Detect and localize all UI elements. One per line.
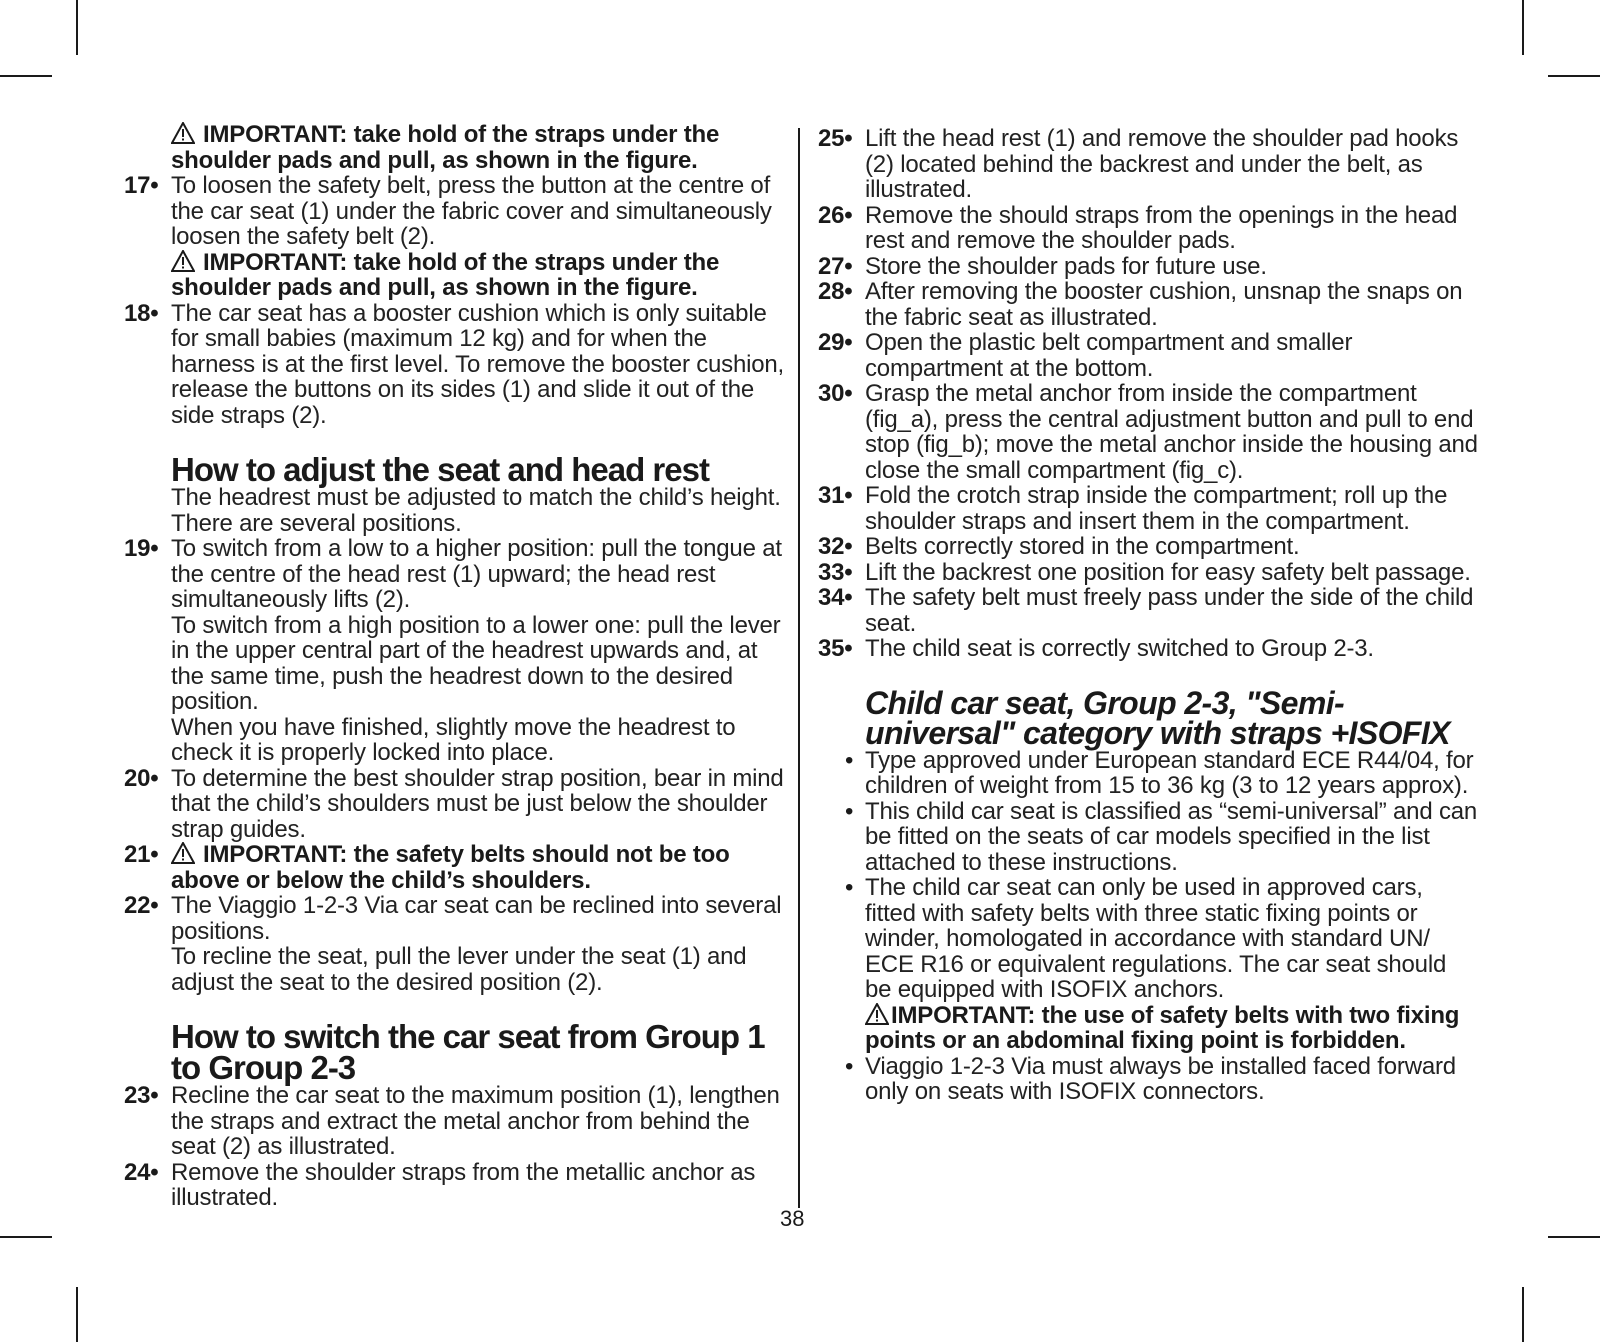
item-text: Fold the crotch strap inside the compartment; roll up the shoulder straps and insert them in the compartment. [865,482,1448,535]
item-number: 31• [818,482,853,509]
item-number: 20• [124,764,159,792]
item-text: The Viaggio 1-2-3 Via car seat can be reclined into several positions. [171,892,782,945]
crop-mark [1548,1236,1600,1238]
item-number: 24• [124,1158,159,1186]
item-number: 35• [818,635,853,662]
item-text: To determine the best shoulder strap position, bear in mind that the child’s shoulders must be just below the shoulder strap guides. [171,764,784,843]
item-number: 23• [124,1082,159,1109]
crop-mark [76,1287,78,1342]
important-note [124,250,784,301]
list-item [124,173,784,250]
list-item [124,1083,784,1160]
item-number: 19• [124,535,159,562]
item-text: Remove the shoulder straps from the metallic anchor as illustrated. [171,1158,756,1211]
item-number: 27• [818,252,853,280]
item-number: 17• [124,172,159,199]
important-text: IMPORTANT: take hold of the straps under the shoulder pads and pull, as shown in the figure. [171,248,720,301]
column-divider [798,128,800,1208]
list-item [818,636,1478,662]
item-text: The car seat has a booster cushion which is only suitable for small babies (maximum 12 kg) and for when the harness is at the first level. To remove the booster cushion, release the buttons on its sides (1) and slide it out of the side straps (2). [171,299,785,429]
section-heading: How to switch the car seat from Group 1 to Group 2-3 [171,1018,765,1086]
bullet-item [818,799,1478,876]
important-note [818,1003,1478,1054]
bullet-dot: • [845,1052,854,1080]
item-number: 34• [818,584,853,611]
list-item [818,330,1478,381]
right-column [818,126,1478,1105]
list-item [124,301,784,429]
item-number: 26• [818,201,853,229]
list-item [818,483,1478,534]
list-item [818,585,1478,636]
item-text: The child seat is correctly switched to Group 2-3. [865,635,1374,662]
bullet-dot: • [845,746,854,774]
important-text: IMPORTANT: the use of safety belts with two fixing points or an abdominal fixing point is forbidden. [865,1001,1460,1054]
section-heading: How to adjust the seat and head rest [171,451,709,488]
list-item [124,1160,784,1211]
item-number: 28• [818,278,853,305]
bullet-item [818,1054,1478,1105]
item-text: To loosen the safety belt, press the button at the centre of the car seat (1) under the fabric cover and simultaneously loosen the safety belt (2). [171,172,772,250]
item-text: Recline the car seat to the maximum position (1), lengthen the straps and extract the metal anchor from behind the seat (2) as illustrated. [171,1082,780,1160]
warning-triangle-icon [865,1003,889,1025]
crop-mark [1522,0,1524,55]
list-item [818,126,1478,203]
item-text: Belts correctly stored in the compartment. [865,533,1300,560]
left-column [124,122,784,1211]
item-text: Store the shoulder pads for future use. [865,252,1267,280]
item-text: The safety belt must freely pass under the side of the child seat. [865,584,1474,637]
crop-mark [0,1236,52,1238]
list-item [124,536,784,766]
bullet-dot: • [845,874,854,901]
item-text: After removing the booster cushion, unsnap the snaps on the fabric seat as illustrated. [865,278,1463,331]
item-number: 21• [124,841,159,868]
item-text: Open the plastic belt compartment and smaller compartment at the bottom. [865,329,1353,382]
item-number: 29• [818,329,853,356]
section-intro: The headrest must be adjusted to match the child’s height. There are several positions. [171,484,781,537]
item-text: When you have finished, slightly move the headrest to check it is properly locked into place. [171,713,736,766]
bullet-text: Type approved under European standard ECE R44/04, for children of weight from 15 to 36 kg (3 to 12 years approx). [865,746,1474,799]
bullet-item [818,748,1478,799]
item-text: Grasp the metal anchor from inside the compartment (fig_a), press the central adjustment button and pull to end stop (fig_b); move the metal anchor inside the housing and close the small compartment (fig_c). [865,380,1478,484]
item-number: 25• [818,125,853,152]
crop-mark [1548,75,1600,77]
item-number: 18• [124,299,159,327]
important-text: IMPORTANT: take hold of the straps under the shoulder pads and pull, as shown in the figure. [171,121,720,174]
warning-triangle-icon [171,250,195,272]
list-item [124,842,784,893]
crop-mark [76,0,78,55]
important-text: IMPORTANT: the safety belts should not be too above or below the child’s shoulders. [171,841,730,894]
bullet-text: The child car seat can only be used in approved cars, fitted with safety belts with three static fixing points or winder, homologated in accordance with standard UN/ ECE R16 or equivalent regulations. The car seat should be equipped with ISOFIX anchors. [865,874,1447,1003]
crop-mark [0,75,52,77]
bullet-text: This child car seat is classified as “semi-universal” and can be fitted on the seats of car models specified in the list attached to these instructions. [865,797,1478,876]
list-item [124,766,784,843]
crop-mark [1522,1287,1524,1342]
item-text: Lift the head rest (1) and remove the shoulder pad hooks (2) located behind the backrest and under the belt, as illustrated. [865,125,1459,203]
item-text: Remove the should straps from the openings in the head rest and remove the shoulder pads. [865,201,1458,254]
warning-triangle-icon [171,122,195,144]
list-item [124,893,784,995]
important-note [124,122,784,173]
page-number: 38 [780,1206,805,1231]
item-number: 33• [818,558,853,586]
list-item [818,203,1478,254]
item-number: 32• [818,533,853,560]
item-text: To recline the seat, pull the lever under the seat (1) and adjust the seat to the desired position (2). [171,943,747,996]
warning-triangle-icon [171,842,195,864]
important-note [171,842,784,893]
bullet-dot: • [845,797,854,825]
bullet-item [818,875,1478,1003]
item-text: Lift the backrest one position for easy safety belt passage. [865,558,1471,586]
item-number: 22• [124,892,159,919]
list-item [818,534,1478,560]
section-heading: Child car seat, Group 2-3, "Semi-universal" category with straps +ISOFIX [865,684,1450,751]
bullet-text: Viaggio 1-2-3 Via must always be installed faced forward only on seats with ISOFIX connectors. [865,1052,1456,1105]
item-number: 30• [818,380,853,407]
list-item [818,254,1478,280]
list-item [818,279,1478,330]
list-item [818,560,1478,586]
list-item [818,381,1478,483]
item-text: To switch from a low to a higher position: pull the tongue at the centre of the head rest (1) upward; the head rest simultaneously lifts (2). [171,535,782,613]
item-text: To switch from a high position to a lower one: pull the lever in the upper central part of the headrest upwards and, at the same time, push the headrest down to the desired position. [171,611,781,715]
